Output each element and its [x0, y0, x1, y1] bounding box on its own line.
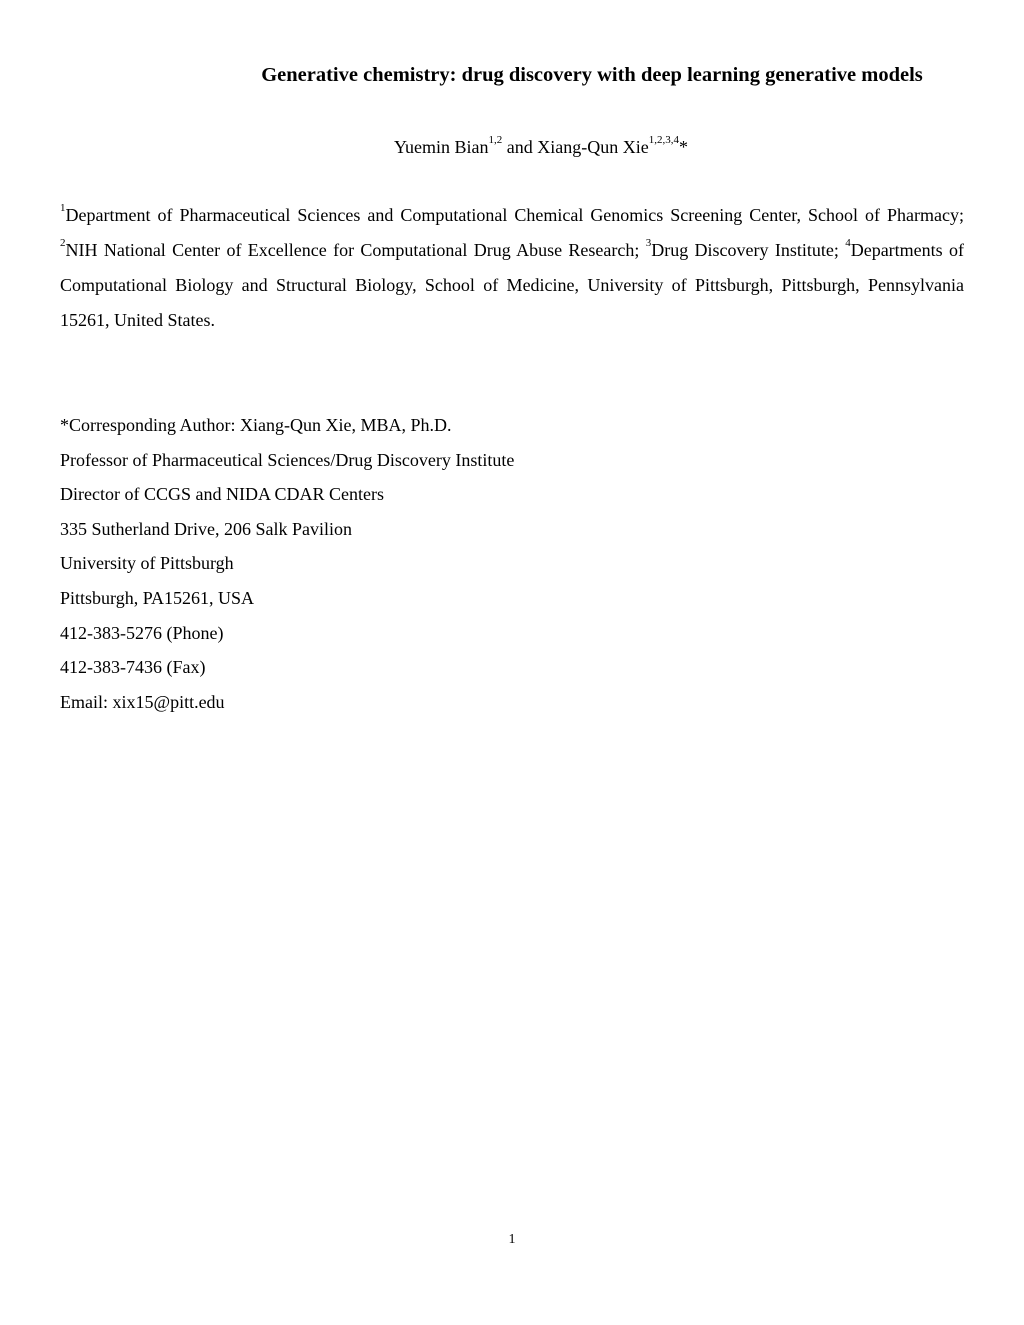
author-connector: and	[502, 137, 538, 157]
affiliation-text: Departments of Computational Biology and Structural Biology, School of Medicine, University of Pittsburgh, Pittsburgh, Pennsylvania 15261, United States.	[60, 240, 965, 330]
corresponding-author-name: *Corresponding Author: Xiang-Qun Xie, MBA, Ph.D.	[60, 415, 452, 435]
corresponding-author-phone: 412-383-5276 (Phone)	[60, 622, 224, 643]
affiliation-number: 1	[60, 202, 66, 214]
author-line	[0, 136, 1024, 158]
author-affiliation-superscript: 1,2	[488, 134, 503, 146]
page-number: 1	[508, 1232, 516, 1247]
corresponding-author-block	[60, 408, 964, 719]
corresponding-author-email: Email: xix15@pitt.edu	[60, 691, 225, 712]
affiliation-text: Department of Pharmaceutical Sciences and Computational Chemical Genomics Screening Center, School of Pharmacy;	[65, 205, 964, 225]
paper-title: Generative chemistry: drug discovery with deep learning generative models	[261, 64, 923, 86]
author-name: Yuemin Bian	[394, 137, 489, 157]
affiliation-number: 4	[845, 237, 851, 249]
affiliations-paragraph	[60, 198, 964, 338]
affiliation-number: 2	[60, 237, 66, 249]
affiliation-text: NIH National Center of Excellence for Computational Drug Abuse Research;	[65, 240, 646, 260]
corresponding-author-address: 335 Sutherland Drive, 206 Salk Pavilion	[60, 518, 352, 539]
corresponding-author-mark: *	[678, 137, 688, 157]
author-name: Xiang-Qun Xie	[537, 137, 649, 157]
corresponding-author-city: Pittsburgh, PA15261, USA	[60, 587, 255, 608]
corresponding-author-fax: 412-383-7436 (Fax)	[60, 657, 206, 678]
author-affiliation-superscript: 1,2,3,4	[648, 134, 679, 146]
affiliation-number: 3	[645, 237, 652, 249]
corresponding-author-university: University of Pittsburgh	[60, 553, 234, 574]
corresponding-author-director: Director of CCGS and NIDA CDAR Centers	[60, 484, 384, 505]
affiliation-text: Drug Discovery Institute;	[651, 240, 846, 260]
corresponding-author-position: Professor of Pharmaceutical Sciences/Drug Discovery Institute	[60, 449, 515, 470]
